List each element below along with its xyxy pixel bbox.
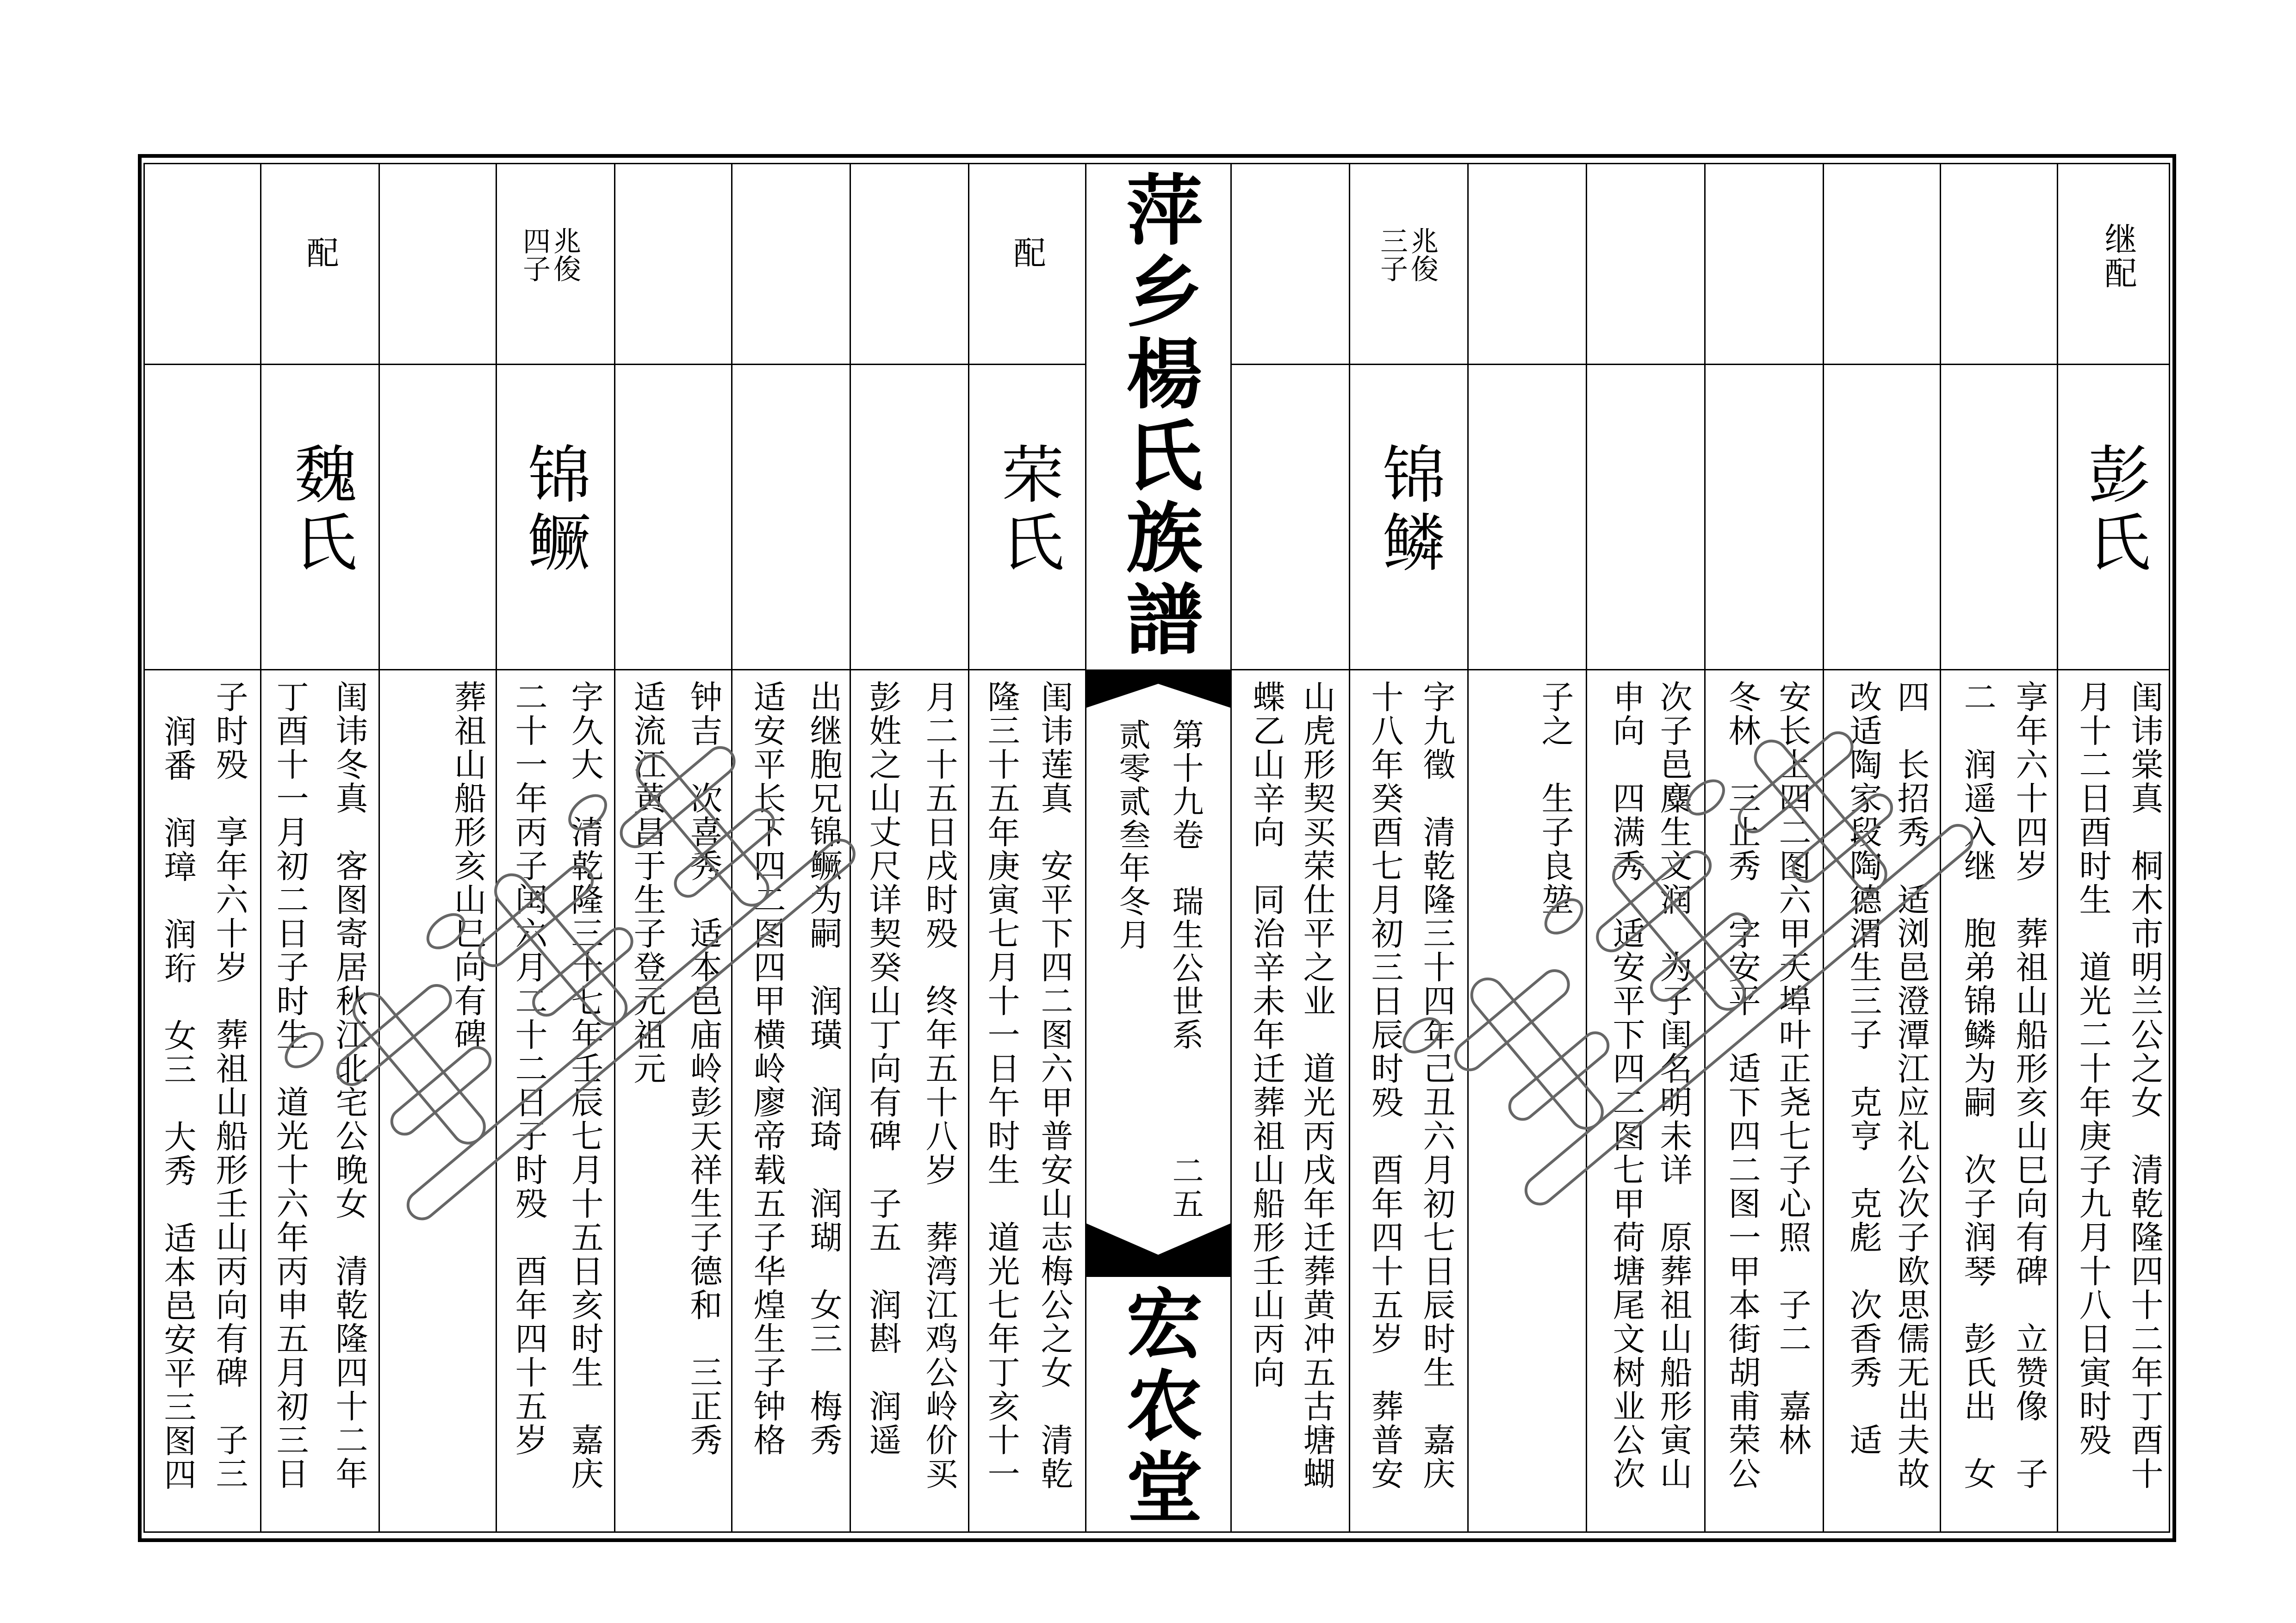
col-4-label: 兆俊四子 bbox=[518, 227, 581, 282]
column-divider bbox=[850, 163, 851, 1533]
column-divider bbox=[2057, 163, 2058, 1533]
col-5-line-1: 钟吉 次喜秀 适本邑庙岭彭天祥生子德和 三正秀 bbox=[685, 680, 723, 1457]
col-4-line-1: 字久大 清乾隆三十七年壬辰七月十五日亥时生 嘉庆 bbox=[566, 680, 604, 1491]
row-divider-label bbox=[143, 364, 1086, 365]
col-5-line-2: 适流江黄昌于生子登元祖元 bbox=[628, 680, 666, 1085]
column-divider bbox=[968, 163, 969, 1533]
page-number: 二五 bbox=[1167, 1154, 1204, 1221]
col-13-line-1: 安长上四二图六甲天埠叶正尧七子心照 子二 嘉林 bbox=[1774, 680, 1812, 1457]
col-2-line-1: 闺讳冬真 客图寄居秋江北宅公晚女 清乾隆四十二年 bbox=[330, 680, 368, 1491]
col-6-line-2: 适安平长下四二图四甲横岭廖帝载五子华煌生子钟格 bbox=[748, 680, 786, 1457]
col-2-name: 魏氏 bbox=[284, 442, 357, 578]
col-8-label: 配 bbox=[1008, 236, 1046, 270]
col-11-line-1: 子之 生子良堃 bbox=[1536, 680, 1574, 917]
col-2-line-2: 丁酉十一月初二日子时生 道光十六年丙申五月初三日 bbox=[271, 680, 309, 1491]
column-divider bbox=[1349, 163, 1350, 1533]
col-4-line-2: 二十一年丙子闰六月二十二日子时殁 酉年四十五岁 bbox=[510, 680, 548, 1457]
col-1-line-1: 子时殁 享年六十岁 葬祖山船形壬山丙向有碑 子三 bbox=[211, 680, 248, 1491]
col-2-label: 配 bbox=[301, 236, 339, 270]
column-divider bbox=[731, 163, 732, 1533]
column-divider bbox=[1704, 163, 1706, 1533]
column-divider bbox=[496, 163, 497, 1533]
spine-divider-left bbox=[1085, 163, 1086, 1533]
column-divider bbox=[1823, 163, 1824, 1533]
col-8-name: 荣氏 bbox=[991, 442, 1064, 578]
col-13-line-2: 冬林 三止秀 字安平 适下四二图一甲本街胡甫荣公 bbox=[1723, 680, 1761, 1491]
col-15-line-2: 二 润遥入继 胞弟锦鳞为嗣 次子润琴 彭氏出 女 bbox=[1959, 680, 1997, 1491]
row-divider-name bbox=[1231, 669, 2170, 670]
col-15-line-1: 享年六十四岁 葬祖山船形亥山巳向有碑 立赞像 子 bbox=[2011, 680, 2048, 1491]
col-6-line-1: 出继胞兄锦鳜为嗣 润璜 润琦 润瑚 女三 梅秀 bbox=[805, 680, 843, 1457]
col-16-line-1: 闺讳棠真 桐木市明兰公之女 清乾隆四十二年丁酉十 bbox=[2126, 680, 2164, 1491]
column-divider bbox=[1586, 163, 1587, 1533]
col-10-label: 兆俊三子 bbox=[1376, 227, 1439, 282]
col-1-line-2: 润番 润璋 润珩 女三 大秀 适本邑安平三图四 bbox=[159, 715, 197, 1492]
col-7-line-2: 彭姓之山丈尺详契癸山丁向有碑 子五 润斟 润遥 bbox=[864, 680, 902, 1457]
column-divider bbox=[260, 163, 261, 1533]
column-divider bbox=[1467, 163, 1469, 1533]
col-10-line-1: 字九徵 清乾隆三十四年己丑六月初七日辰时生 嘉庆 bbox=[1418, 680, 1456, 1491]
compile-date: 贰零贰叁年冬月 bbox=[1114, 719, 1150, 952]
column-divider bbox=[1940, 163, 1941, 1533]
row-divider-name bbox=[143, 669, 1086, 670]
col-16-name: 彭氏 bbox=[2078, 442, 2150, 578]
hall-name: 宏农堂 bbox=[1114, 1284, 1204, 1530]
column-divider bbox=[379, 163, 380, 1533]
col-16-label: 继配 bbox=[2099, 222, 2137, 291]
col-4-name: 锦鳜 bbox=[518, 442, 590, 578]
column-divider bbox=[614, 163, 615, 1533]
col-8-line-1: 闺讳莲真 安平下四二图六甲普安山志梅公之女 清乾 bbox=[1036, 680, 1074, 1491]
row-divider-label bbox=[1231, 364, 2170, 365]
col-16-line-2: 月十二日酉时生 道光二十年庚子九月十八日寅时殁 bbox=[2074, 680, 2112, 1457]
col-12-line-2: 申向 四满秀 适安平下四二图七甲荷塘尾文树业公次 bbox=[1607, 680, 1645, 1491]
volume-label: 第十九卷 瑞生公世系 bbox=[1167, 719, 1204, 1052]
col-12-line-1: 次子邑麋生文润 为子闺名明未详 原葬祖山船形寅山 bbox=[1655, 680, 1693, 1491]
book-title: 萍乡楊氏族譜 bbox=[1114, 170, 1204, 662]
col-10-name: 锦鳞 bbox=[1372, 442, 1445, 578]
col-10-line-2: 十八年癸酉七月初三日辰时殁 酉年四十五岁 葬普安 bbox=[1366, 680, 1404, 1491]
col-8-line-2: 隆三十五年庚寅七月十一日午时生 道光七年丁亥十一 bbox=[982, 680, 1020, 1491]
col-9-line-2: 蝶乙山辛向 同治辛未年迁葬祖山船形壬山丙向 bbox=[1247, 680, 1285, 1389]
col-14-line-1: 四 长招秀 适浏邑澄潭江应礼公次子欧思儒无出夫故 bbox=[1892, 680, 1930, 1491]
col-14-line-2: 改适陶家段陶德渭生三子 克亨 克彪 次香秀 适 bbox=[1844, 680, 1882, 1457]
col-3-line-1: 葬祖山船形亥山巳向有碑 bbox=[449, 680, 487, 1052]
col-7-line-1: 月二十五日戌时殁 终年五十八岁 葬湾江鸡公岭价买 bbox=[920, 680, 958, 1491]
col-9-line-1: 山虎形契买荣仕平之业 道光丙戌年迁葬黄冲五古塘蝴 bbox=[1298, 680, 1336, 1491]
spine-divider-right bbox=[1230, 163, 1232, 1533]
